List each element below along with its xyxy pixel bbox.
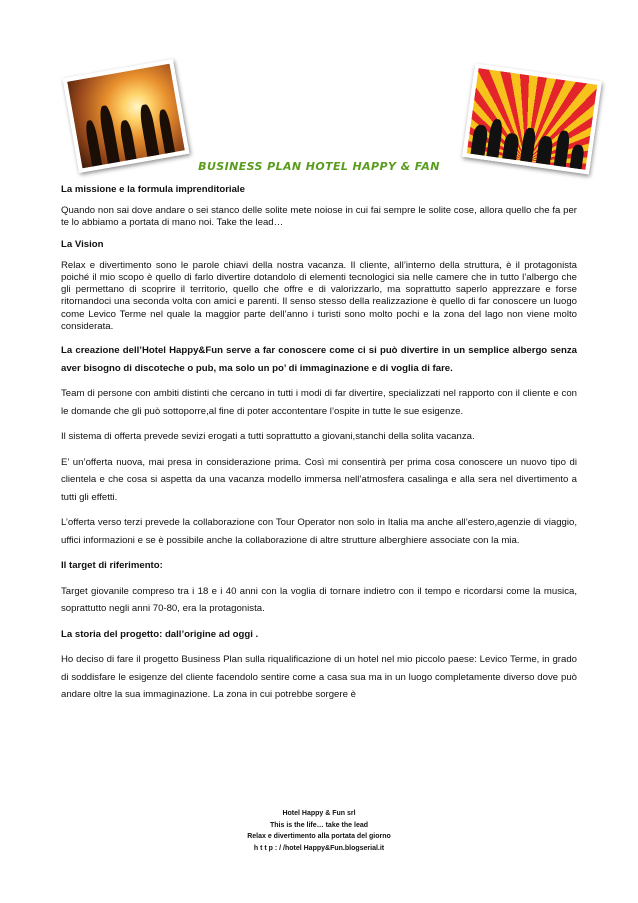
document-body	[61, 184, 577, 712]
footer-company: Hotel Happy & Fun srl	[282, 810, 356, 817]
document-title: BUSINESS PLAN HOTEL HAPPY & FAN	[198, 160, 440, 173]
paragraph-offerta-terzi: L’offerta verso terzi prevede la collaborazione con Tour Operator non solo in Italia ma anche all’estero,agenzie di viaggio, uffici informazioni e se è possibile anche la collaborazione di altre strutture alberghiere associate con la mia.	[61, 517, 577, 546]
party-sunset-photo	[63, 59, 190, 173]
heading-storia: La storia del progetto: dall’origine ad oggi .	[61, 628, 259, 640]
heading-target: Il target di riferimento:	[61, 560, 163, 572]
paragraph-team: Team di persone con ambiti distinti che cercano in tutti i modi di far divertire, specializzati nel rapporto con il cliente e con le domande che gli può sottoporre,al fine di poter accontentare l’ospite in tutte le sue esigenze.	[61, 388, 577, 417]
dancing-crowd-illustration	[462, 64, 602, 175]
page-footer	[0, 808, 638, 854]
heading-creazione: La creazione dell’Hotel Happy&Fun serve a far conoscere come ci si può divertire in un semplice albergo senza aver bisogno di discoteche o pub, ma solo un po’ di immaginazione e di voglia di fare.	[61, 345, 577, 374]
paragraph-missione: Quando non sai dove andare o sei stanco delle solite mete noiose in cui fai sempre le solite cose, allora quello che fa per te lo abbiamo a portata di mano noi. Take the lead…	[61, 205, 577, 229]
heading-vision: La Vision	[61, 238, 104, 250]
footer-url: h t t p : / /hotel Happy&Fun.blogserial.it	[253, 844, 385, 852]
paragraph-vision: Relax e divertimento sono le parole chiavi della nostra vacanza. Il cliente, all’interno della struttura, è il protagonista poiché il mio scopo è quello di farlo divertire dotandolo di elementi tecnologici sia nelle camere che in tutto l’albergo che gli permettano di scoprire il territorio, quello che offre e di valorizzarlo, ma soprattutto saperlo apprezzare e forse ritornandoci una seconda volta con amici e parenti. Il senso stesso della realizzazione è quello di far conoscere un luogo come Levico Terme nel quale la maggior parte dell’anno i turisti sono molto pochi e la zona del lago non viene molto considerata.	[61, 259, 577, 332]
footer-tagline: Relax e divertimento alla portata del giorno	[247, 833, 391, 840]
paragraph-storia: Ho deciso di fare il progetto Business Plan sulla riqualificazione di un hotel nel mio piccolo paese: Levico Terme, in grado di soddisfare le esigenze del cliente facendolo sentire come a casa sua ma in un luogo completamente diverso dove può andare oltre la sua immaginazione. La zona in cui potrebbe sorgere è	[61, 654, 577, 701]
heading-missione: La missione e la formula imprenditoriale	[61, 184, 245, 195]
paragraph-sistema: Il sistema di offerta prevede sevizi erogati a tutti soprattutto a giovani,stanchi della solita vacanza.	[61, 431, 475, 443]
footer-slogan: This is the life… take the lead	[269, 821, 369, 829]
paragraph-target: Target giovanile compreso tra i 18 e i 40 anni con la voglia di tornare indietro con il tempo e ricordarsi come la musica, soprattutto negli anni 70-80, era la protagonista.	[61, 585, 577, 615]
paragraph-offerta-nuova: E’ un’offerta nuova, mai presa in considerazione prima. Così mi consentirà per prima cosa conoscere un nuovo tipo di clientela e che cosa si aspetta da una vacanza modello immersa nell’atmosfera casalinga e alla sera nel divertimento a tutti gli effetti.	[61, 456, 577, 503]
